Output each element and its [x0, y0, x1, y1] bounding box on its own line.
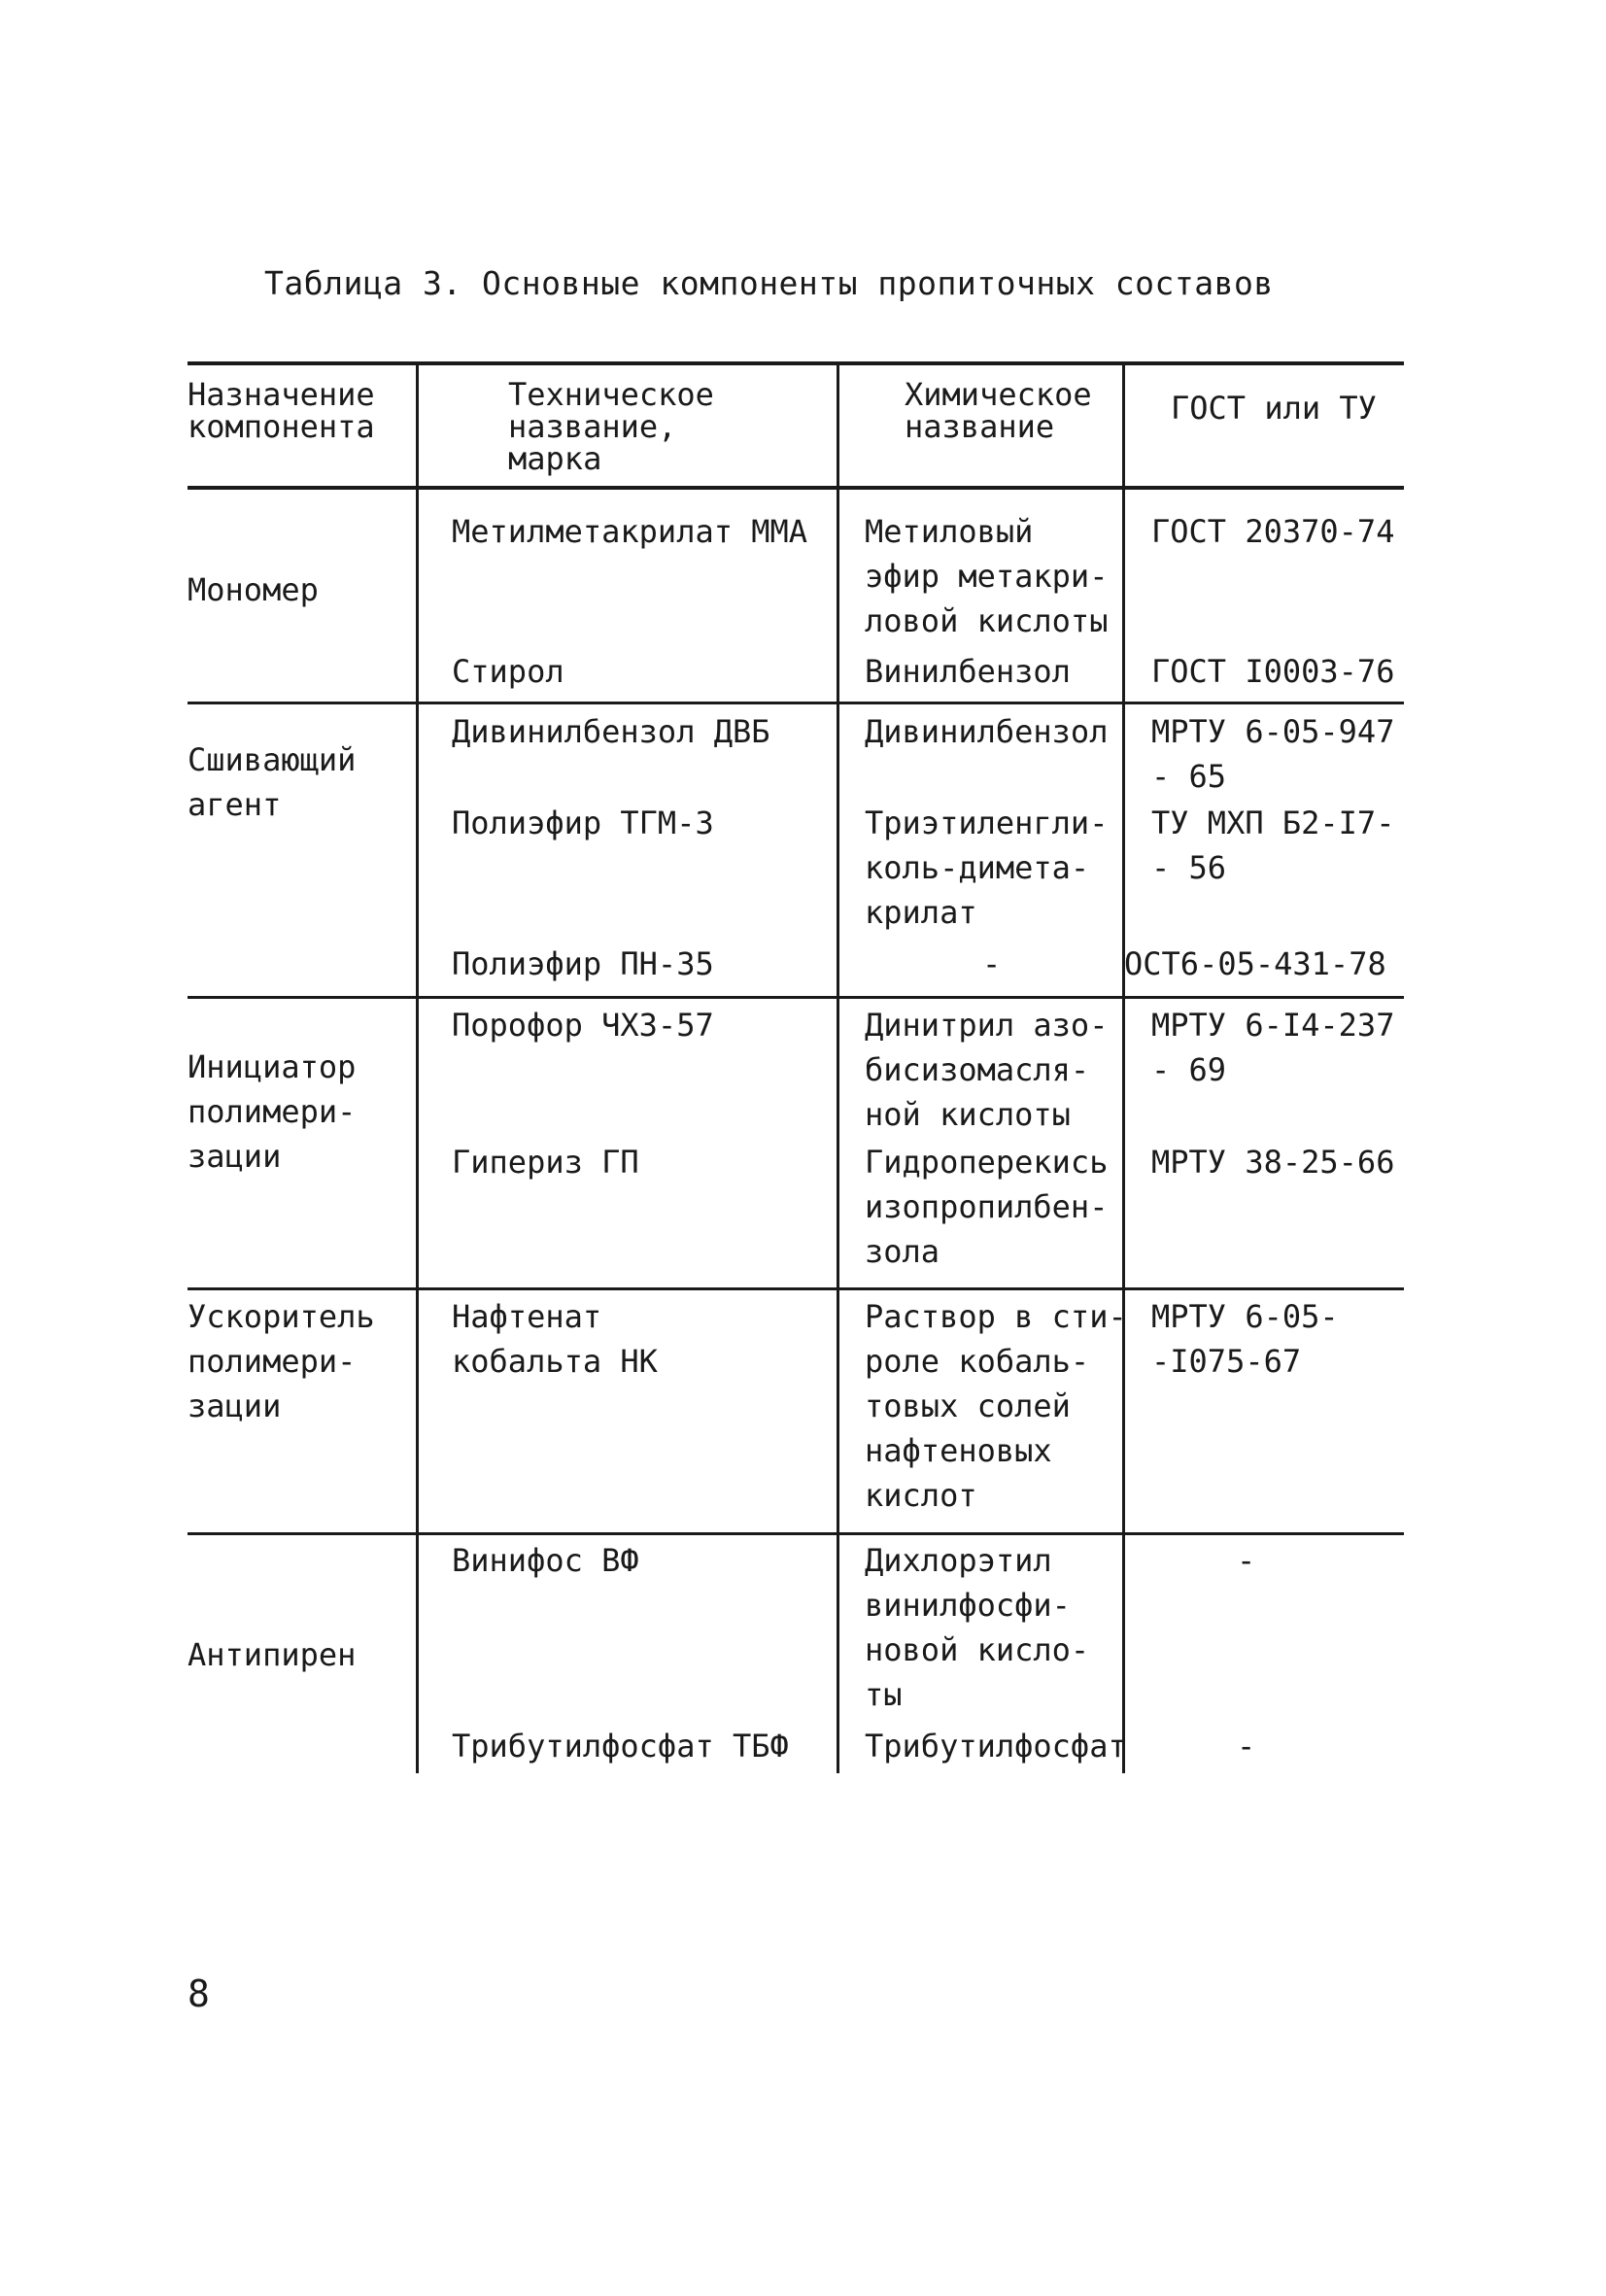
- chemical-name-cell: Раствор в сти- роле кобаль- товых солей нафтеновых кислот: [865, 1298, 1127, 1514]
- standard-cell: -: [1237, 1728, 1256, 1765]
- column-divider: [416, 361, 419, 1773]
- column-divider: [837, 361, 839, 1773]
- standard-cell: МРТУ 6-I4-237 - 69: [1151, 1007, 1395, 1088]
- row-divider: [188, 996, 1404, 999]
- standard-cell: ГОСТ 20370-74: [1151, 513, 1395, 550]
- technical-name-cell: Нафтенат кобальта НК: [452, 1298, 658, 1380]
- technical-name-cell: Стирол: [452, 653, 564, 690]
- chemical-name-cell: Динитрил азо- бисизомасля- ной кислоты: [865, 1007, 1109, 1133]
- chemical-name-cell: -: [982, 945, 1002, 982]
- technical-name-cell: Полиэфир ПН-35: [452, 945, 714, 982]
- purpose-cell: Антипирен: [188, 1636, 357, 1673]
- table-top-rule: [188, 361, 1404, 365]
- purpose-cell: Ускоритель полимери- зации: [188, 1298, 375, 1424]
- page-number: 8: [188, 1972, 210, 2015]
- standard-cell: МРТУ 6-05- -I075-67: [1151, 1298, 1339, 1380]
- row-divider: [188, 1532, 1404, 1535]
- technical-name-cell: Трибутилфосфат ТБФ: [452, 1728, 789, 1765]
- purpose-cell: Инициатор полимери- зации: [188, 1048, 357, 1175]
- technical-name-cell: Гипериз ГП: [452, 1144, 639, 1181]
- header-standard: ГОСТ или ТУ: [1171, 390, 1377, 427]
- technical-name-cell: Винифос ВФ: [452, 1542, 639, 1579]
- standard-cell: ТУ МХП Б2-I7- - 56: [1151, 805, 1395, 886]
- technical-name-cell: Метилметакрилат ММА: [452, 513, 808, 550]
- header-technical-name: Техническое название, марка: [508, 376, 714, 477]
- standard-cell: МРТУ 38-25-66: [1151, 1144, 1395, 1181]
- table-title: Таблица 3. Основные компоненты пропиточных составов: [264, 264, 1274, 302]
- chemical-name-cell: Винилбензол: [865, 653, 1071, 690]
- technical-name-cell: Полиэфир ТГМ-3: [452, 805, 714, 841]
- column-divider: [1122, 361, 1125, 1773]
- row-divider: [188, 1287, 1404, 1290]
- chemical-name-cell: Гидроперекись изопропилбен- зола: [865, 1144, 1109, 1270]
- chemical-name-cell: Метиловый эфир метакри- ловой кислоты: [865, 513, 1109, 639]
- header-chemical-name: Химическое название: [905, 376, 1092, 445]
- row-divider: [188, 702, 1404, 704]
- chemical-name-cell: Триэтиленгли- коль-димета- крилат: [865, 805, 1109, 931]
- purpose-cell: Сшивающий агент: [188, 741, 357, 823]
- technical-name-cell: Дивинилбензол ДВБ: [452, 713, 770, 750]
- chemical-name-cell: Трибутилфосфат: [865, 1728, 1127, 1765]
- header-purpose: Назначение компонента: [188, 376, 375, 445]
- standard-cell: МРТУ 6-05-947 - 65: [1151, 713, 1395, 795]
- standard-cell: ГОСТ I0003-76: [1151, 653, 1395, 690]
- standard-cell: -: [1237, 1542, 1256, 1579]
- chemical-name-cell: Дивинилбензол: [865, 713, 1109, 750]
- chemical-name-cell: Дихлорэтил винилфосфи- новой кисло- ты: [865, 1542, 1090, 1713]
- purpose-cell: Мономер: [188, 571, 319, 608]
- header-bottom-rule: [188, 486, 1404, 490]
- technical-name-cell: Порофор ЧХЗ-57: [452, 1007, 714, 1044]
- standard-cell: ОСТ6-05-431-78: [1124, 945, 1386, 982]
